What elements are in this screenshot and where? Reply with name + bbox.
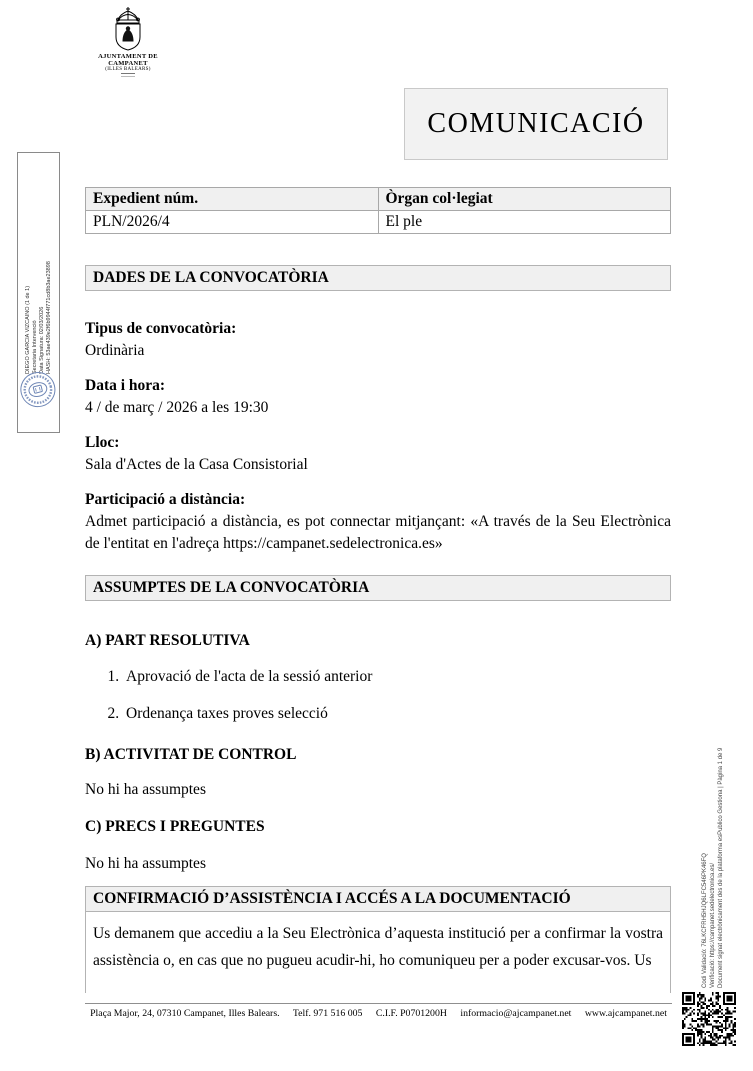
field-value: Sala d'Actes de la Casa Consistorial	[85, 456, 308, 473]
validation-code: Codi Validació: 76LKCFRH5HJQ6LFC546PK46FQ	[702, 853, 708, 988]
signature-metadata	[25, 202, 53, 374]
part-c-note: No hi ha assumptes	[85, 855, 206, 872]
agenda-item: 1. Aprovació de l'acta de la sessió anterior	[123, 666, 671, 688]
logo-divider	[121, 73, 135, 77]
section-header-confirmacio: CONFIRMACIÓ D’ASSISTÈNCIA I ACCÉS A LA DOCUMENTACIÓ	[85, 886, 671, 912]
footer	[43, 1008, 714, 1019]
footer-website: www.ajcampanet.net	[584, 1008, 667, 1019]
field-label: Tipus de convocatòria:	[85, 320, 237, 337]
org-name: AJUNTAMENT DE CAMPANET	[98, 53, 158, 67]
platform-page-info: Document signat electrònicament des de la plataforma esPublico Gestiona | Pàgina 1 de 9	[718, 747, 724, 988]
validation-metadata	[701, 616, 725, 988]
verification-url: Verificació: https://campanet.sedelectronica.es/	[710, 862, 716, 988]
table-value-row	[86, 211, 671, 234]
signer-role: Secretaria Intervenció	[32, 320, 38, 374]
part-b-note: No hi ha assumptes	[85, 781, 206, 798]
footer-phone: Telf. 971 516 005	[292, 1008, 363, 1019]
document-body	[85, 187, 671, 993]
field-tipus	[85, 318, 671, 362]
coat-of-arms-icon	[86, 6, 170, 52]
footer-address: Plaça Major, 24, 07310 Campanet, Illes Balears.	[90, 1008, 280, 1019]
part-a-heading: A) PART RESOLUTIVA	[85, 632, 250, 649]
section-header-assumptes: ASSUMPTES DE LA CONVOCATÒRIA	[85, 575, 671, 601]
agenda-list	[85, 666, 671, 725]
org-subtitle: (ILLES BALEARS)	[105, 67, 151, 72]
footer-email: informacio@ajcampanet.net	[460, 1008, 572, 1019]
expedient-value-cell: PLN/2026/4	[86, 211, 379, 234]
agenda-item: 2. Ordenança taxes proves selecció	[123, 703, 671, 725]
field-participacio	[85, 489, 671, 555]
field-label: Data i hora:	[85, 377, 166, 394]
field-data-hora	[85, 375, 671, 419]
footer-divider	[85, 1003, 672, 1004]
field-value: 4 / de març / 2026 a les 19:30	[85, 399, 269, 416]
signature-date: Data Signatura: 02/03/2026	[39, 306, 45, 374]
document-title: COMUNICACIÓ	[427, 108, 645, 139]
municipal-logo	[86, 6, 170, 77]
field-lloc	[85, 432, 671, 476]
confirmacio-body: Us demanem que accediu a la Seu Electrònica d’aquesta institució per a confirmar la vostra assistència o, en cas que no pugueu acudir-hi, ho comuniqueu per a poder excusar-vos. Us	[85, 912, 671, 993]
document-type-box	[404, 88, 668, 160]
signature-hash: HASH: 53ae439e2f6b9944f771cd8b3ae23898	[46, 261, 52, 374]
signer-name: DIEGO GARCIA VIZCAINO (1 de 1)	[25, 285, 31, 374]
table-header-row	[86, 188, 671, 211]
part-b-heading: B) ACTIVITAT DE CONTROL	[85, 746, 297, 763]
expedient-header-cell: Expedient núm.	[86, 188, 379, 211]
field-value: Ordinària	[85, 342, 145, 359]
field-label: Lloc:	[85, 434, 120, 451]
field-value: Admet participació a distància, es pot connectar mitjançant: «A través de la Seu Electrònica de l'entitat en l'adreça https://campanet.sedelectronica.es»	[85, 513, 671, 552]
part-c-heading: C) PRECS I PREGUNTES	[85, 818, 265, 835]
expedient-table	[85, 187, 671, 234]
footer-cif: C.I.F. P0701200H	[375, 1008, 447, 1019]
organ-header-cell: Òrgan col·legiat	[378, 188, 671, 211]
organ-value-cell: El ple	[378, 211, 671, 234]
qr-code	[682, 992, 736, 1046]
field-label: Participació a distància:	[85, 491, 246, 508]
section-header-dades: DADES DE LA CONVOCATÒRIA	[85, 265, 671, 291]
